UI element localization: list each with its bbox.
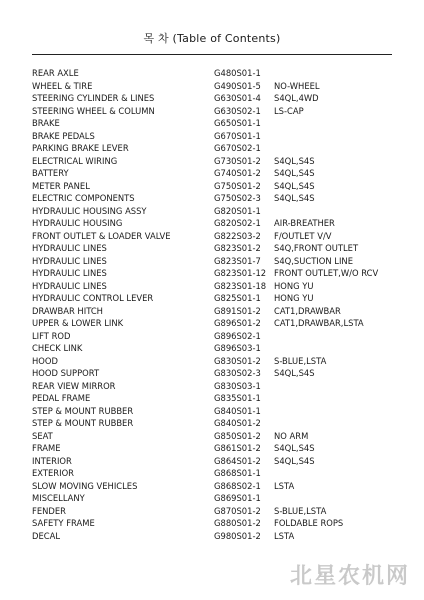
toc-item-code: G830S01-2: [214, 355, 261, 366]
toc-item-name: HOOD: [32, 355, 58, 366]
toc-item-note: HONG YU: [274, 293, 314, 303]
toc-item-note: S4QL,S4S: [274, 455, 315, 466]
toc-item-name: INTERIOR: [32, 455, 72, 466]
toc-item-note: S4QL,S4S: [274, 193, 315, 203]
toc-item-name: REAR AXLE: [32, 68, 79, 78]
toc-item-code: G980S01-2: [214, 530, 261, 541]
toc-item-name: SEAT: [32, 430, 53, 441]
toc-row: [0, 405, 424, 418]
toc-item-note: S-BLUE,LSTA: [274, 505, 327, 516]
toc-row: [0, 217, 424, 230]
toc-row: [0, 492, 424, 505]
toc-item-note: S4QL,4WD: [274, 93, 319, 103]
toc-item-note: S4QL,S4S: [274, 180, 315, 191]
toc-item-name: HYDRAULIC LINES: [32, 268, 107, 278]
toc-item-code: G823S01-18: [214, 280, 267, 291]
toc-item-name: BRAKE: [32, 118, 60, 128]
toc-item-note: HONG YU: [274, 280, 314, 291]
toc-item-name: PEDAL FRAME: [32, 393, 91, 403]
toc-item-name: METER PANEL: [32, 180, 90, 191]
toc-row: [0, 230, 424, 243]
toc-item-name: STEP & MOUNT RUBBER: [32, 405, 134, 416]
toc-item-code: G480S01-1: [214, 68, 261, 78]
table-of-contents: [0, 67, 424, 542]
toc-row: [0, 505, 424, 518]
toc-item-name: ELECTRICAL WIRING: [32, 155, 118, 166]
toc-item-name: CHECK LINK: [32, 343, 83, 353]
toc-item-note: LSTA: [274, 530, 295, 541]
toc-item-name: STEP & MOUNT RUBBER: [32, 418, 134, 428]
toc-item-code: G820S01-1: [214, 205, 261, 216]
toc-row: [0, 317, 424, 330]
title-divider: [32, 54, 392, 55]
toc-item-code: G840S01-2: [214, 418, 261, 428]
toc-item-note: S4Q,FRONT OUTLET: [274, 243, 359, 253]
toc-row: [0, 455, 424, 468]
toc-row: [0, 292, 424, 305]
toc-item-name: FRONT OUTLET & LOADER VALVE: [32, 230, 171, 241]
toc-row: [0, 130, 424, 143]
toc-row: [0, 480, 424, 493]
toc-item-name: HYDRAULIC LINES: [32, 280, 107, 291]
toc-row: [0, 155, 424, 168]
toc-row: [0, 430, 424, 443]
toc-row: [0, 530, 424, 543]
toc-item-note: CAT1,DRAWBAR: [274, 305, 341, 316]
toc-item-code: G896S01-2: [214, 318, 261, 328]
toc-item-name: MISCELLANY: [32, 493, 85, 503]
toc-item-note: LS-CAP: [274, 105, 304, 116]
toc-item-name: HYDRAULIC HOUSING: [32, 218, 123, 228]
toc-item-code: G490S01-5: [214, 80, 261, 91]
toc-item-code: G670S02-1: [214, 143, 261, 153]
toc-item-code: G868S02-1: [214, 480, 261, 491]
toc-row: [0, 80, 424, 93]
toc-row: [0, 242, 424, 255]
toc-item-code: G835S01-1: [214, 393, 261, 403]
toc-item-name: BATTERY: [32, 168, 69, 178]
toc-row: [0, 280, 424, 293]
toc-item-note: S-BLUE,LSTA: [274, 355, 327, 366]
toc-item-code: G630S01-4: [214, 93, 261, 103]
toc-item-name: REAR VIEW MIRROR: [32, 380, 116, 391]
toc-row: [0, 267, 424, 280]
toc-item-note: F/OUTLET V/V: [274, 230, 332, 241]
toc-item-note: FRONT OUTLET,W/O RCV: [274, 268, 379, 278]
toc-item-name: FENDER: [32, 505, 66, 516]
toc-item-code: G750S02-3: [214, 193, 261, 203]
toc-row: [0, 442, 424, 455]
toc-item-name: PARKING BRAKE LEVER: [32, 143, 129, 153]
toc-item-note: S4QL,S4S: [274, 443, 315, 453]
toc-row: [0, 330, 424, 343]
toc-item-note: FOLDABLE ROPS: [274, 518, 344, 528]
toc-row: [0, 67, 424, 80]
toc-row: [0, 142, 424, 155]
toc-item-name: EXTERIOR: [32, 468, 74, 478]
toc-item-name: FRAME: [32, 443, 61, 453]
toc-item-code: G630S02-1: [214, 105, 261, 116]
toc-item-code: G750S01-2: [214, 180, 261, 191]
toc-row: [0, 467, 424, 480]
toc-row: [0, 167, 424, 180]
toc-item-code: G830S03-1: [214, 380, 261, 391]
toc-item-name: HYDRAULIC HOUSING ASSY: [32, 205, 147, 216]
toc-row: [0, 255, 424, 268]
toc-item-code: G823S01-12: [214, 268, 267, 278]
toc-item-name: HYDRAULIC CONTROL LEVER: [32, 293, 154, 303]
toc-item-code: G822S03-2: [214, 230, 261, 241]
toc-item-code: G864S01-2: [214, 455, 261, 466]
toc-item-code: G880S01-2: [214, 518, 261, 528]
toc-row: [0, 517, 424, 530]
toc-item-name: HYDRAULIC LINES: [32, 255, 107, 266]
toc-item-code: G823S01-7: [214, 255, 261, 266]
watermark-logo: 北星农机网: [289, 564, 410, 589]
toc-item-note: S4QL,S4S: [274, 368, 315, 378]
toc-item-name: LIFT ROD: [32, 330, 71, 341]
toc-row: [0, 380, 424, 393]
toc-item-code: G870S01-2: [214, 505, 261, 516]
toc-item-code: G840S01-1: [214, 405, 261, 416]
toc-row: [0, 92, 424, 105]
toc-item-note: CAT1,DRAWBAR,LSTA: [274, 318, 364, 328]
toc-row: [0, 392, 424, 405]
toc-row: [0, 355, 424, 368]
toc-item-code: G896S03-1: [214, 343, 261, 353]
page-title: 목 차 (Table of Contents): [143, 32, 281, 45]
toc-row: [0, 305, 424, 318]
toc-item-name: STEERING WHEEL & COLUMN: [32, 105, 155, 116]
toc-row: [0, 105, 424, 118]
toc-item-note: NO-WHEEL: [274, 80, 320, 91]
toc-row: [0, 180, 424, 193]
toc-item-note: S4QL,S4S: [274, 168, 315, 178]
toc-item-name: ELECTRIC COMPONENTS: [32, 193, 135, 203]
toc-row: [0, 417, 424, 430]
toc-item-name: SLOW MOVING VEHICLES: [32, 480, 138, 491]
toc-item-name: DECAL: [32, 530, 60, 541]
toc-item-name: UPPER & LOWER LINK: [32, 318, 124, 328]
toc-item-note: S4QL,S4S: [274, 155, 315, 166]
toc-item-name: HYDRAULIC LINES: [32, 243, 107, 253]
toc-item-code: G823S01-2: [214, 243, 261, 253]
toc-row: [0, 205, 424, 218]
toc-item-code: G868S01-1: [214, 468, 261, 478]
toc-item-name: SAFETY FRAME: [32, 518, 95, 528]
toc-item-code: G850S01-2: [214, 430, 261, 441]
toc-item-code: G825S01-1: [214, 293, 261, 303]
toc-item-code: G650S01-1: [214, 118, 261, 128]
toc-item-name: STEERING CYLINDER & LINES: [32, 93, 155, 103]
toc-item-code: G861S01-2: [214, 443, 261, 453]
toc-item-name: BRAKE PEDALS: [32, 130, 95, 141]
toc-item-note: LSTA: [274, 480, 295, 491]
toc-row: [0, 117, 424, 130]
toc-item-code: G740S01-2: [214, 168, 261, 178]
toc-item-code: G891S01-2: [214, 305, 261, 316]
toc-item-code: G869S01-1: [214, 493, 261, 503]
toc-row: [0, 192, 424, 205]
toc-item-code: G670S01-1: [214, 130, 261, 141]
toc-item-name: HOOD SUPPORT: [32, 368, 100, 378]
toc-item-code: G820S02-1: [214, 218, 261, 228]
toc-item-code: G896S02-1: [214, 330, 261, 341]
toc-item-code: G730S01-2: [214, 155, 261, 166]
toc-item-name: WHEEL & TIRE: [32, 80, 93, 91]
toc-item-code: G830S02-3: [214, 368, 261, 378]
toc-item-name: DRAWBAR HITCH: [32, 305, 103, 316]
toc-row: [0, 342, 424, 355]
toc-item-note: NO ARM: [274, 430, 309, 441]
toc-item-note: S4Q,SUCTION LINE: [274, 255, 353, 266]
toc-item-note: AIR-BREATHER: [274, 218, 335, 228]
toc-row: [0, 367, 424, 380]
